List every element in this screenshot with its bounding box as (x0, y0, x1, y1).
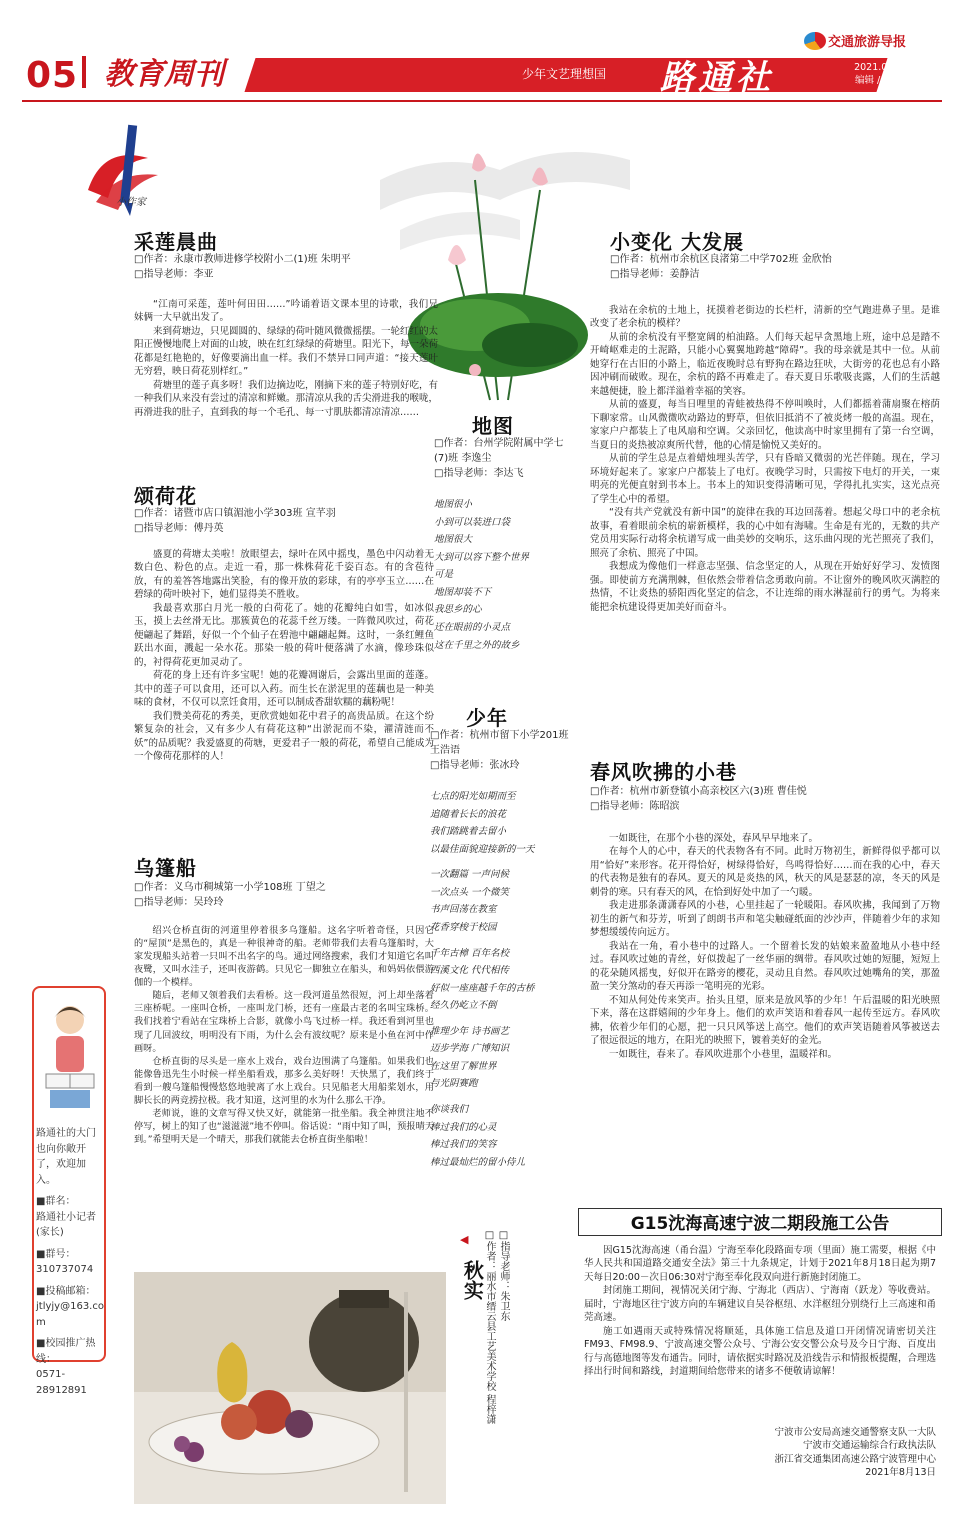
still-life-painting (134, 1272, 446, 1504)
poem-stanza (430, 866, 574, 936)
poem-line: 花香穿梭于校园 (430, 921, 497, 933)
signer: 宁波市公安局高速交通警察支队一大队 (774, 1427, 936, 1438)
poem-line: 我思乡的心 (434, 604, 482, 616)
teacher-line: □指导老师：陈昭滨 (590, 801, 680, 812)
author-line: □作者：永康市教师进修学校附小二(1)班 朱明平 (134, 254, 351, 265)
qq-number: 310737074 (36, 1264, 94, 1275)
poem-body-ditu (434, 496, 574, 654)
article-body-songhehua (134, 548, 434, 764)
paragraph: 从前的学生总是点着蜡烛埋头苦学，只有昏暗又微弱的光芒伴随。现在，学习环境好起来了。家家户户都装上了电灯。夜晚学习时，只需按下电灯的开关，一束明亮的光便直射到书本上。书本上的知识变得清晰可见，学得扎扎实实，这光点亮了学生心中的希望。 (590, 453, 940, 505)
poem-line: 经久仍屹立不倒 (430, 1000, 497, 1012)
teacher-line: □指导老师：傅丹英 (134, 523, 224, 534)
poem-line: 好似一座座越千年的古桥 (430, 982, 535, 994)
poem-line: 我们踏跳着去留小 (430, 826, 507, 838)
poem-line: 还在眼前的小灵点 (434, 621, 511, 633)
brand-logo-icon (804, 32, 826, 50)
paragraph: 老师说，谁的文章写得又快又好，就能第一批坐船。我全神贯注地不停写，树上的知了也“滋滋滋”地不停叫。俗话说：“雨中知了叫，预报晴天到。”希望明天是一个晴天，那我们就能去仓桥直街坐船啦！ (134, 1107, 434, 1145)
sidebar-intro: 路通社的大门也向你敞开了，欢迎加入。 (36, 1128, 96, 1186)
poem-line: 七点的阳光如期而至 (430, 791, 516, 802)
paragraph: “江南可采莲，莲叶何田田……”吟诵着语文课本里的诗歌，我们兄妹俩一大早就出发了。 (134, 299, 438, 324)
paragraph: 我最喜欢那白月光一般的白荷花了。她的花瓣纯白如雪，如冰似玉，摸上去丝滑无比。那簇黄色的花蕊千丝万缕。一阵微风吹过，荷花便翩起了舞蹈，好似一个个仙子在碧池中翩翩起舞。这时，一条红鲤鱼跃出水面，溅起一朵水花。那染一般的荷叶便落满了水滴，像珍珠似的，衬得荷花更加灵动了。 (134, 602, 434, 668)
author-line: □作者：台州学院附属中学七(7)班 李逸尘 (434, 438, 564, 464)
author-line: □作者：诸暨市店口镇湄池小学303班 宣芊羽 (134, 508, 336, 519)
article-title-cailian: 采莲晨曲 (134, 230, 218, 254)
article-meta-chunfeng (590, 784, 940, 814)
reading-girl-illustration (40, 996, 100, 1116)
notice-paragraph: 施工如遇雨天或特殊情况将顺延，具体施工信息及道口开闭情况请密切关注FM93、FM98.9、宁波高速交警公众号、宁海公安交警公众号及今日宁海、百度出行与高德地图等发布通告。同时，请依据实时路况及沿线告示和情报板提醒，合理选择出行时间和路线，封道期间给您带来的诸多不便敬请谅解！ (584, 1325, 936, 1378)
group-name: 路通社小记者(家长) (36, 1211, 96, 1238)
editor-credits: 编辑 / 李若君 设计 / 施艺 (855, 74, 940, 99)
teacher-line: □指导老师：张冰玲 (430, 760, 520, 771)
author-line: □作者：杭州市余杭区良渚第二中学702班 金欣怡 (610, 254, 832, 265)
poem-line: 在这里了解世界 (430, 1060, 497, 1072)
poem-line: 棒过我们的笑容 (430, 1139, 497, 1151)
header-date-info (850, 62, 940, 100)
header-rule (22, 100, 942, 102)
notice-body (584, 1244, 936, 1379)
poem-line: 西溪文化 代代相传 (430, 965, 510, 977)
poem-stanza (430, 788, 574, 858)
article-title-qiushi: 秋实 (460, 1260, 485, 1300)
poem-body-shaonian (430, 788, 574, 1171)
email-address[interactable]: jtlyjy@163.com (36, 1301, 104, 1328)
qq-label: ■群号： (36, 1248, 76, 1260)
poem-line: 推理少年 诗书画艺 (430, 1025, 510, 1037)
paragraph: 从前的余杭没有平整宽阔的柏油路。人们每天起早贪黑地上班，途中总是踏不开崎岖难走的土泥路，只能小心翼翼地跨越“障碍”。我的母亲就是其中一位。从前她穿行在古旧的小路上，临近夜晚时总有野狗在路边狂吠，大街旁的花也总有小路因冲刷而破败。现在，余杭的路不再难走了。春天夏日乐歌吸丧露，人们的生活越来越便捷，脸上都洋溢着幸福的笑容。 (590, 331, 940, 397)
article-meta-xiaobianhua (610, 252, 940, 282)
poem-line: 地图却装不下 (434, 586, 492, 598)
teacher-line: □指导老师：李达飞 (434, 468, 524, 479)
article-meta-songhehua (134, 506, 434, 536)
teacher-line: □指导老师：吴玲玲 (134, 897, 224, 908)
article-meta-cailian (134, 252, 454, 282)
signer: 宁波市交通运输综合行政执法队 (802, 1440, 936, 1452)
teacher-line: □指导老师：李亚 (134, 269, 214, 280)
poem-line: 地图很小 (434, 499, 473, 510)
brand-name: 交通旅游导报 (828, 35, 907, 50)
poem-stanza (430, 1101, 574, 1171)
paragraph: 我想成为像他们一样意志坚强、信念坚定的人，从现在开始好好学习、发愤图强。即使前方充满荆棘，但依然会带着信念勇敢向前。不让窗外的晚风吹灭满腔的热情，不让炎热的骄阳西化坚定的信念，不让连绵的雨水淋湿前行的勇气。为将来能把余杭建设得更加美好而奋斗。 (590, 561, 940, 613)
header-subtitle: 少年文艺理想国 (522, 67, 607, 81)
poem-stanza (430, 945, 574, 1015)
paragraph: 荷塘里的莲子真多呀！我们边摘边吃，刚摘下来的莲子特别好吃，有一种我们从来没有尝过的清凉和鲜嫩。那清凉从我的舌尖滑进我的喉咙，再滑进我的肚子，直到我的每一个毛孔、每一寸肌肤都清凉清凉…… (134, 379, 439, 418)
logo-caption: 小作家 (116, 197, 146, 208)
poem-line: 棒过我们的心灵 (430, 1121, 497, 1133)
paragraph: 我们赞美荷花的秀美，更欣赏她如花中君子的高贵品质。在这个纷繁复杂的社会，又有多少人有荷花这种“出淤泥而不染，濯清涟而不妖”的品质呢？我爱盛夏的荷塘，更爱君子一般的荷花，希望自己能成为一个像荷花那样的人！ (134, 710, 434, 763)
paragraph: 来到荷塘边，只见圆圆的、绿绿的荷叶随风微微摇摆。一轮红红的太阳正慢慢地爬上对面的山坡，映在红红绿绿的荷塘里。阳光下，每一朵荷花都是红艳艳的，好像要滴出血一样。我们不禁异口同声道：“接天莲叶无穷碧，映日荷花别样红。” (134, 325, 439, 378)
issue-date: 2021.08.14 星期六 (854, 62, 940, 73)
poem-line: 棒过最灿烂的留小侍儿 (430, 1156, 526, 1168)
paragraph: 在每个人的心中，春天的代表物各有不同。此时万物初生，新鲜得似乎都可以用“恰好”来形容。花开得恰好，树绿得恰好，鸟鸣得恰好……而在我的心中，春天的代表物是独有的春风。夏天的风是炎热的风，秋天的风是瑟瑟的凉，冬天的风是刺骨的寒。只有春天的风，在恰到好处中加了一勺暖。 (590, 846, 940, 898)
page-divider (82, 56, 86, 88)
hotline-label: ■校园推广热线： (36, 1338, 96, 1365)
paragraph: 荷花的身上还有许多宝呢！她的花瓣凋谢后，会露出里面的莲蓬。其中的莲子可以食用，还可以入药。而生长在淤泥里的莲藕也是一种美味的食材，不仅可以烹饪食用，还可以制成香甜软糯的藕粉呢！ (134, 670, 434, 709)
sidebar-text (36, 1126, 104, 1398)
paragraph: 我站在余杭的土地上，抚摸着老街边的长栏杆，清新的空气跑进鼻子里。是谁改变了老余杭的模样？ (590, 305, 940, 330)
poem-line: 小到可以装进口袋 (434, 516, 511, 528)
article-body-xiaobianhua (590, 304, 940, 614)
teacher-line: □指导老师：朱卫东 (498, 1230, 509, 1321)
poem-line: 你谈我们 (430, 1104, 469, 1115)
paragraph: 一如既往，在那个小巷的深处，春风早早地来了。 (609, 833, 819, 844)
poem-meta-ditu (434, 436, 574, 481)
poem-line: 千年古樟 百年名校 (430, 947, 510, 959)
group-label: ■群名： (36, 1196, 76, 1207)
signer: 浙江省交通集团高速公路宁波管理中心 (774, 1453, 936, 1465)
arrow-left-icon: ◀ (460, 1233, 469, 1246)
poem-line: 一次点头 一个微笑 (430, 886, 510, 898)
paragraph: 盛夏的荷塘太美啦！放眼望去，绿叶在风中摇曳，墨色中闪动着无数白色、粉色的点。走近一看，那一株株荷花千姿百态。有的含苞待放，有的羞答答地露出笑脸，有的像开放的彩球，有的亭亭玉立……在碧绿的荷叶映衬下，她们显得美不胜收。 (134, 549, 434, 601)
section-title: 教育周刊 (104, 57, 224, 92)
notice-title: G15沈海高速宁波二期段施工公告 (630, 1214, 890, 1234)
author-line: □作者：杭州市新登镇小高亲校区六(3)班 曹佳悦 (590, 786, 807, 797)
poem-line: 大到可以容下整个世界 (434, 551, 530, 563)
author-line: □作者：义乌市稠城第一小学108班 丁望之 (134, 882, 326, 893)
paragraph: 我走进那条潇潇春风的小巷，心里挂起了一轮暖阳。春风吹拂，我闻到了万物初生的新气和芬芳，听到了朗朗书声和笔尖触碰纸面的沙沙声，伴随着少年的求知梦想缓缓传向远方。 (590, 900, 940, 939)
poem-line: 一次翻篇 一声问候 (430, 869, 510, 881)
paragraph: 绍兴仓桥直街的河道里停着很多乌篷船。这名字听着奇怪，只因它的“屋顶”是黑色的，真是一种很神奇的船。老师带我们去看乌篷船时，大家发现船头站着一只叫不出名字的鸟。通过网络搜索，我们才知道它名叫夜鹭，又叫水洼子，还叫夜游鹤。只见它一脚独立在船头，和妈妈依偎游伽的一个模样。 (134, 925, 434, 989)
notice-signers (600, 1426, 936, 1479)
article-title-chunfeng: 春风吹拂的小巷 (590, 760, 737, 784)
paragraph: 随后，老师又领着我们去看桥。这一段河道虽然很短，河上却坐落着三座桥呢。一座叫仓桥，一座叫龙门桥，还有一座最古老的名叫宝珠桥。我们找着宁看站在宝珠桥上合影，就像小鸟飞过桥一样。我还看到河里也现了几回波纹，明明没有下雨，为什么会有波纹呢？原来是小鱼在河中作画呀。 (134, 990, 434, 1054)
article-meta-wupengchuan (134, 880, 434, 910)
paragraph: 我站在一角，看小巷中的过路人。一个留着长发的姑娘来盈盈地从小巷中经过。春风吹过她的青丝，好似拨起了一丝华丽的绸带。春风吹过她的短腿，短短上的花朵随风摇曳，好似开在路旁的樱花，灵动且自然。春风吹过她嘴角的笑，那盈盈一笑分煞动的春天再添一笔明亮的光彩。 (590, 940, 940, 993)
article-title-wupengchuan: 乌篷船 (134, 856, 197, 880)
article-title-songhehua: 颂荷花 (134, 484, 197, 508)
column-title: 路通社 (660, 58, 774, 98)
paragraph: “没有共产党就没有新中国”的旋律在我的耳边回荡着。想起父母口中的老余杭故事，看着眼前余杭的崭新模样，我的心中如有海啸。生命是有光的，无数的共产党员用实际行动将余杭谱写成一曲美妙的交响乐，这乐曲闪现的光芒照亮了我们，照亮了余杭、照亮了中国。 (590, 507, 940, 559)
author-line: □作者：杭州市留下小学201班 王浩语 (430, 730, 569, 756)
paragraph: 不知从何处传来笑声。抬头且望，原来是放风筝的少年！午后温暖的阳光映照下来，落在这群嬉闹的少年身上。他们的欢声笑语和着春风一起传至远方。春风吹拂，依着少年们的心愿，把一只只风筝送上高空。他们的欢声笑语随着风筝被送去了很远很远的地方，在阳光的映照下，镀着美好的金光。 (590, 994, 940, 1047)
hotline-number: 0571-28912891 (36, 1369, 87, 1396)
poem-line: 以最佳面貌迎接新的一天 (430, 843, 535, 855)
poem-line: 与光阴赛跑 (430, 1078, 478, 1090)
poem-title-ditu: 地图 (472, 414, 514, 438)
article-meta-qiushi (482, 1230, 510, 1490)
poem-line: 书声回荡在教室 (430, 904, 497, 916)
notice-paragraph: 因G15沈海高速（甬台温）宁海至奉化段路面专项（里面）施工需要，根据《中华人民共和国道路交通安全法》第三十九条规定，计划于2021年8月18日起为期7天每日20:00－次日06:30对宁海至奉化段双向进行新施封闭施工。 (584, 1245, 936, 1283)
paragraph: 仓桥直街的尽头是一座水上戏台，戏台边围满了乌篷船。如果我们也能像鲁迅先生小时候一样坐船看戏，那多么美好呀！天快黑了，我们终于看到一艘乌篷船慢慢悠悠地驶离了水上戏台。只见船老大用船桨划水，用脚长长的两竞捞拉极。我才知道，这河里的水为什么那么干净。 (134, 1055, 434, 1106)
paragraph: 从前的盛夏，每当日哩里的青蛙被热得不停叫唤时，人们都摇着蒲扇聚在榕荫下聊家常。山风微微吹动路边的野草，但依旧抵消不了被炎烤一般的高温。现在，家家户户都装上了电风扇和空调。父亲回忆，他读高中时家里拥有了第一台空调，当夏日的炎热被凉爽所代替，他的心情是愉悦又美好的。 (590, 399, 940, 451)
poem-line: 追随着长长的浪花 (430, 808, 507, 820)
notice-date: 2021年8月13日 (865, 1466, 936, 1478)
poem-line: 迈步学海 广博知识 (430, 1043, 510, 1055)
poem-meta-shaonian (430, 728, 574, 773)
poem-title-shaonian: 少年 (466, 706, 508, 730)
author-line: □作者：丽水市缙云县工艺美术学校 程梓潇 (484, 1230, 495, 1425)
poem-line: 可是 (434, 569, 454, 581)
article-body-cailian (134, 298, 438, 419)
email-label: ■投稿邮箱： (36, 1285, 96, 1297)
page-number: 05 (26, 55, 79, 96)
poem-stanza (430, 1023, 574, 1093)
article-body-chunfeng (590, 832, 940, 1061)
poem-line: 地图很大 (434, 534, 473, 546)
paragraph: 一如既往，春来了。春风吹进那个小巷里，温暖祥和。 (609, 1048, 838, 1060)
poem-line: 这在千里之外的故乡 (434, 639, 520, 651)
article-body-wupengchuan (134, 924, 434, 1146)
notice-paragraph: 封闭施工期间，视情况关闭宁海、宁海北（西店）、宁海南（跃龙）等收费站。届时，宁海地区往宁波方向的车辆建议自吴谷枢纽、水洋枢纽分别绕行上三高速和甬莞高速。 (584, 1285, 936, 1324)
article-title-xiaobianhua: 小变化 大发展 (610, 230, 744, 254)
teacher-line: □指导老师：姜静洁 (610, 269, 700, 280)
